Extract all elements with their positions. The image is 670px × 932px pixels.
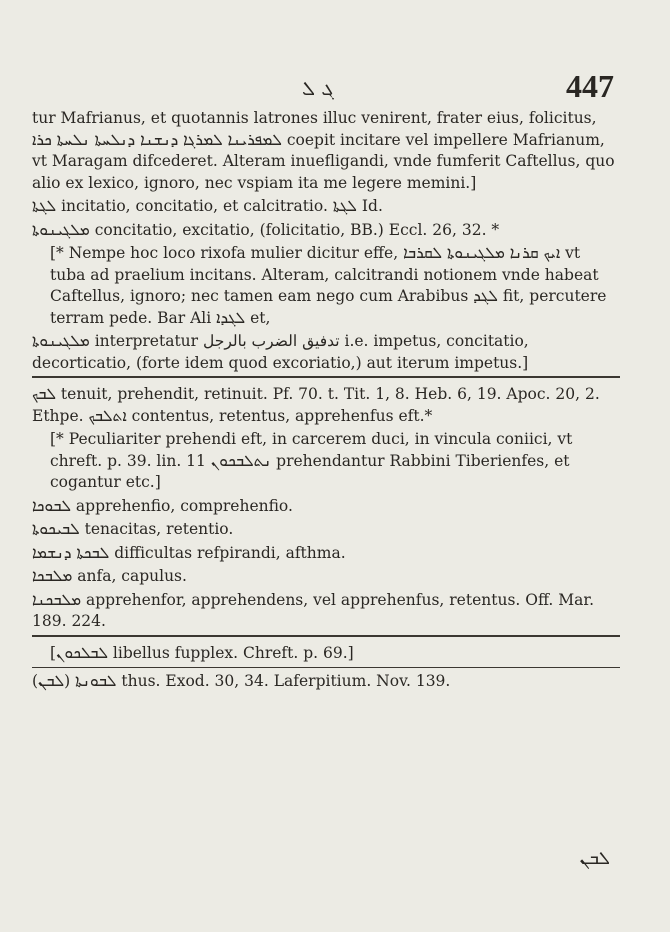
note-peculiariter: [* Peculiariter prehendi eft, in carcerem duci, in vincula coniici, vt chreft. p. 39. lin. 11 ܢܬܠܒܟܘܢ prehendantur Rabbini Tiberienfes, et cogantur etc.] (50, 430, 573, 491)
running-head: ܓ ܠ (302, 76, 335, 100)
note-nempe: [* Nempe hoc loco rixofa mulier dicitur effe, ܐܝܟ ܩܪܢܐ ܡܠܓܝܢܘܬܐ ܠܩܪܒܐ vt tuba ad praelium incitans. Alteram, calcitrandi notionem vnde habeat Caftellus, ignoro; nec tamen eam nego cum Arabibus ܠܓܕ fit, percutere terram pede. Bar Ali ܠܓܕܐ et, (50, 244, 607, 327)
catchword: ܠܒܢ (579, 848, 610, 869)
section-divider-3 (32, 667, 620, 668)
section-divider (32, 376, 620, 378)
main-text (32, 108, 620, 695)
entry-thus: (ܠܒܢ) ܠܒܘܢܬܐ thus. Exod. 30, 34. Laferpitium. Nov. 139. (32, 672, 451, 690)
page-header (0, 68, 670, 108)
entry-incitatio: ܠܓܬܐ incitatio, concitatio, et calcitratio. ܠܓܬܐ Id. (32, 197, 383, 215)
entry-tenuit: ܠܒܟ tenuit, prehendit, retinuit. Pf. 70. t. Tit. 1, 8. Heb. 6, 19. Apoc. 20, 2. Ethpe. ܐܬܠܒܟ contentus, retentus, apprehenfus eft.* (32, 385, 600, 425)
entry-tenacitas: ܠܒܝܟܘܬܐ tenacitas, retentio. (32, 520, 234, 538)
entry-apprehensor: ܡܠܒܟܢܐ apprehenfor, apprehendens, vel apprehenfus, retentus. Off. Mar. 189. 224. (32, 590, 595, 630)
entry-continuation: tur Mafrianus, et quotannis latrones illuc venirent, frater eius, folicitus, ܠܡܦܪܝܢܐ ܠܡܪܓܐ ܕܢܫܢܐ ܕܢܠܚܬܐ ܢܠܚܬܐ ܟܪܐ coepit incitare vel impellere Mafrianum, vt Maragam difcederet. Alteram inuefligandi, vnde fumferit Caftellus, quo alio ex lexico, ignoro, nec vspiam ita me legere memini.] (32, 109, 615, 192)
entry-concitatio: ܡܠܓܝܢܘܬܐ concitatio, excitatio, (folicitatio, BB.) Eccl. 26, 32. * (32, 220, 500, 239)
entry-asthma: ܠܒܟܬܐ ܕܢܫܡܐ difficultas refpirandi, afthma. (32, 543, 346, 562)
page-number: 447 (566, 68, 614, 104)
entry-apprehensio: ܠܒܘܟܐ apprehenfio, comprehenfio. (32, 496, 293, 515)
note-interpretatur: ܡܠܓܝܢܘܬܐ interpretatur تدفيق الضرب بالرجل i.e. impetus, concitatio, decorticatio, (forte idem quod excoriatio,) aut iterum impetus.] (32, 332, 529, 372)
section-divider-2 (32, 635, 620, 637)
entry-libellus: [ܠܒܠܟܘܢ libellus fupplex. Chreft. p. 69.] (50, 643, 354, 662)
entry-ansa: ܡܠܒܟܐ anfa, capulus. (32, 567, 187, 585)
